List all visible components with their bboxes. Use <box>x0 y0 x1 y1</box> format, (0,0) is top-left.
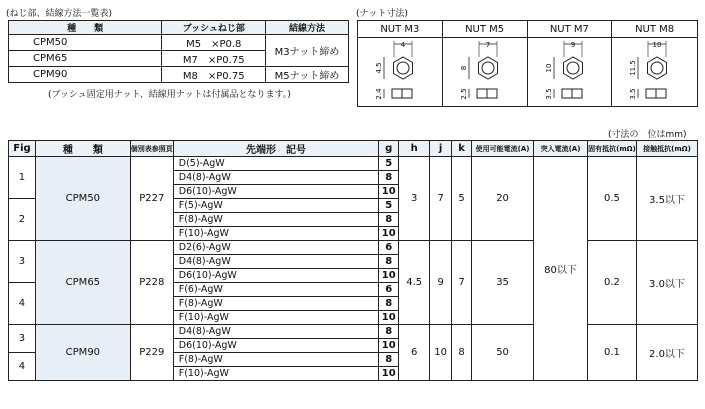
nut-width-label: 7 <box>485 41 490 49</box>
shape-code: F(5)-AgW <box>173 199 378 213</box>
nut-drawing <box>612 38 697 106</box>
shape-code: F(10)-AgW <box>173 311 378 325</box>
shape-code: D4(8)-AgW <box>173 255 378 269</box>
shape-code: D6(10)-AgW <box>173 269 378 283</box>
nut-width-label: 4 <box>400 41 406 49</box>
header-inrush: 突入電流(A) <box>534 141 588 157</box>
shape-code: D4(8)-AgW <box>173 171 378 185</box>
g-value: 8 <box>379 255 399 269</box>
g-value: 8 <box>379 213 399 227</box>
fixed-res-value: 0.5 <box>587 157 636 241</box>
nut-side-view <box>487 89 497 98</box>
screw-method-m3: M3ナット締め <box>266 35 349 67</box>
shape-code: F(10)-AgW <box>173 227 378 241</box>
nut-hole <box>651 62 663 74</box>
nut-name: NUT M7 <box>527 21 612 38</box>
unit-note: (寸法の 位はmm) <box>608 130 687 140</box>
nut-width-label: 9 <box>570 41 575 49</box>
j-value: 10 <box>430 325 452 381</box>
fixed-res-value: 0.1 <box>587 325 636 381</box>
k-value: 8 <box>452 325 472 381</box>
header-current: 使用可能電流(A) <box>472 141 534 157</box>
screw-table <box>8 20 349 83</box>
nut-height-label: 10 <box>544 63 553 73</box>
table-row <box>9 241 698 255</box>
j-value: 7 <box>430 157 452 241</box>
shape-code: F(8)-AgW <box>173 353 378 367</box>
current-value: 50 <box>472 325 534 381</box>
ref-page: P227 <box>130 157 173 241</box>
shape-code: F(6)-AgW <box>173 283 378 297</box>
table-row <box>9 157 698 171</box>
nut-drawing-cell <box>612 38 698 107</box>
j-value: 9 <box>430 241 452 325</box>
nut-hexagon <box>563 57 582 79</box>
ref-page: P228 <box>130 241 173 325</box>
type-name: CPM65 <box>35 241 130 325</box>
g-value: 8 <box>379 325 399 339</box>
header-shape: 先端形 記号 <box>173 141 378 157</box>
screw-note: (ブッシュ固定用ナット、結線用ナットは付属品となります。) <box>48 90 291 100</box>
g-value: 6 <box>379 283 399 297</box>
screw-header-thread: ブッシュねじ部 <box>162 21 266 35</box>
header-fixed-res: 固有抵抗(mΩ) <box>587 141 636 157</box>
nut-hexagon <box>394 57 413 79</box>
g-value: 5 <box>379 157 399 171</box>
screw-header-type: 種 類 <box>9 21 162 35</box>
shape-code: D6(10)-AgW <box>173 185 378 199</box>
nut-table-caption: (ナット寸法) <box>356 9 408 19</box>
header-h: h <box>399 141 430 157</box>
nut-side-view <box>477 89 487 98</box>
nut-side-view <box>646 89 656 98</box>
nut-side-view <box>392 89 402 98</box>
nut-side-view <box>572 89 582 98</box>
g-value: 6 <box>379 241 399 255</box>
nut-side-view <box>656 89 666 98</box>
nut-hole <box>482 62 494 74</box>
type-name: CPM50 <box>35 157 130 241</box>
nut-hole <box>567 62 579 74</box>
k-value: 7 <box>452 241 472 325</box>
fig-number: 2 <box>9 199 36 241</box>
current-value: 35 <box>472 241 534 325</box>
nut-height-label: 4.5 <box>375 62 383 74</box>
nut-drawing <box>358 38 443 106</box>
screw-row-type: CPM50 <box>9 35 162 51</box>
nut-name: NUT M8 <box>612 21 698 38</box>
nut-thickness-label: 3.5 <box>629 88 638 100</box>
nut-drawing <box>443 38 528 106</box>
fixed-res-value: 0.2 <box>587 241 636 325</box>
g-value: 10 <box>379 339 399 353</box>
header-k: k <box>452 141 472 157</box>
nut-thickness-label: 2.4 <box>375 88 383 100</box>
g-value: 5 <box>379 199 399 213</box>
nut-thickness-label: 3.5 <box>544 88 553 100</box>
g-value: 10 <box>379 185 399 199</box>
screw-row-type: CPM65 <box>9 51 162 67</box>
nut-height-label: 8 <box>459 65 468 71</box>
g-value: 10 <box>379 367 399 381</box>
h-value: 6 <box>399 325 430 381</box>
g-value: 8 <box>379 353 399 367</box>
shape-code: D4(8)-AgW <box>173 325 378 339</box>
shape-code: D(5)-AgW <box>173 157 378 171</box>
nut-side-view <box>402 89 412 98</box>
header-fig: Fig <box>9 141 36 157</box>
nut-height-label: 11.5 <box>629 60 638 76</box>
nut-drawing-cell <box>442 38 527 107</box>
inrush-value: 80以下 <box>534 157 588 381</box>
main-table <box>8 140 698 381</box>
shape-code: F(10)-AgW <box>173 367 378 381</box>
nut-drawing-cell <box>527 38 612 107</box>
nut-hexagon <box>478 57 497 79</box>
h-value: 4.5 <box>399 241 430 325</box>
g-value: 8 <box>379 171 399 185</box>
fig-number: 1 <box>9 157 36 199</box>
ref-page: P229 <box>130 325 173 381</box>
table-row <box>9 325 698 339</box>
contact-res-value: 3.0以下 <box>636 241 697 325</box>
shape-code: D2(6)-AgW <box>173 241 378 255</box>
header-j: j <box>430 141 452 157</box>
k-value: 5 <box>452 157 472 241</box>
contact-res-value: 3.5以下 <box>636 157 697 241</box>
header-type: 種 類 <box>35 141 130 157</box>
nut-thickness-label: 2.5 <box>459 88 468 100</box>
nut-hole <box>397 62 409 74</box>
shape-code: F(8)-AgW <box>173 297 378 311</box>
fig-number: 3 <box>9 241 36 283</box>
nut-drawing-cell <box>358 38 443 107</box>
header-g: g <box>379 141 399 157</box>
shape-code: F(8)-AgW <box>173 213 378 227</box>
header-ref: 個別表参照頁 <box>130 141 173 157</box>
header-contact-res: 接触抵抗(mΩ) <box>636 141 697 157</box>
screw-row-thread: M8 ×P0.75 <box>162 67 266 83</box>
g-value: 10 <box>379 227 399 241</box>
nut-drawing <box>528 38 613 106</box>
g-value: 8 <box>379 297 399 311</box>
contact-res-value: 2.0以下 <box>636 325 697 381</box>
type-name: CPM90 <box>35 325 130 381</box>
fig-number: 3 <box>9 325 36 353</box>
screw-header-method: 結線方法 <box>266 21 349 35</box>
g-value: 10 <box>379 269 399 283</box>
nut-name: NUT M3 <box>358 21 443 38</box>
nut-side-view <box>562 89 572 98</box>
screw-row-thread: M7 ×P0.75 <box>162 51 266 67</box>
nut-width-label: 10 <box>652 41 662 49</box>
fig-number: 4 <box>9 353 36 381</box>
g-value: 10 <box>379 311 399 325</box>
h-value: 3 <box>399 157 430 241</box>
shape-code: D6(10)-AgW <box>173 339 378 353</box>
fig-number: 4 <box>9 283 36 325</box>
nut-hexagon <box>648 57 667 79</box>
nut-table <box>357 20 698 107</box>
screw-method-m5: M5ナット締め <box>266 67 349 83</box>
screw-row-type: CPM90 <box>9 67 162 83</box>
screw-row-thread: M5 ×P0.8 <box>162 35 266 51</box>
nut-name: NUT M5 <box>442 21 527 38</box>
screw-table-caption: (ねじ部、結線方法一覧表) <box>6 9 113 19</box>
current-value: 20 <box>472 157 534 241</box>
